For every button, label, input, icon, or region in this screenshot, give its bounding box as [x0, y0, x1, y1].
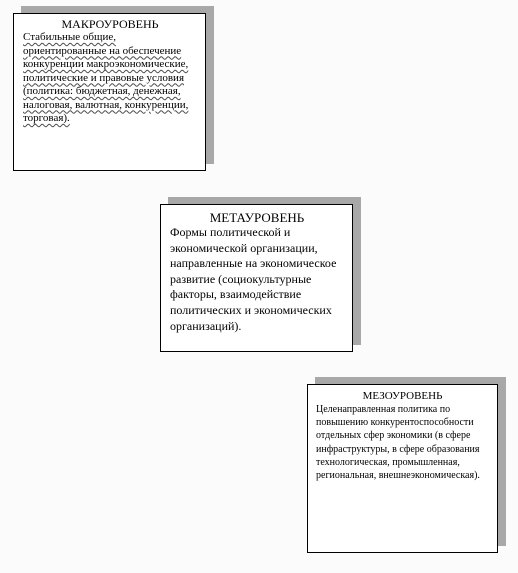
- meso-level-description: Целенаправленная политика по повышению конкурентоспособности отдельных сфер экономики (в сфере инфраструктуры, в сфере образования технологическая, промышленная, региональная, внешнеэкономическая).: [316, 404, 480, 482]
- meso-level-box: [307, 384, 498, 553]
- macro-level-box: [13, 13, 206, 171]
- meta-level-description: Формы политической и экономической организации, направленные на экономическое развитие (социокультурные факторы, взаимодействие политических и экономических организаций).: [170, 225, 337, 333]
- meta-level-box: [160, 204, 353, 352]
- macro-level-description: Стабильные общие, ориентированные на обеспечение конкуренции макроэкономические, политические и правовые условия (политика: бюджетная, денежная, налоговая, валютная, конкуренции, торговая).: [23, 31, 189, 124]
- macro-level-title: МАКРОУРОВЕНЬ: [61, 17, 159, 31]
- meso-level-title: МЕЗОУРОВЕНЬ: [362, 390, 443, 402]
- meta-level-title: МЕТАУРОВЕНЬ: [209, 210, 305, 225]
